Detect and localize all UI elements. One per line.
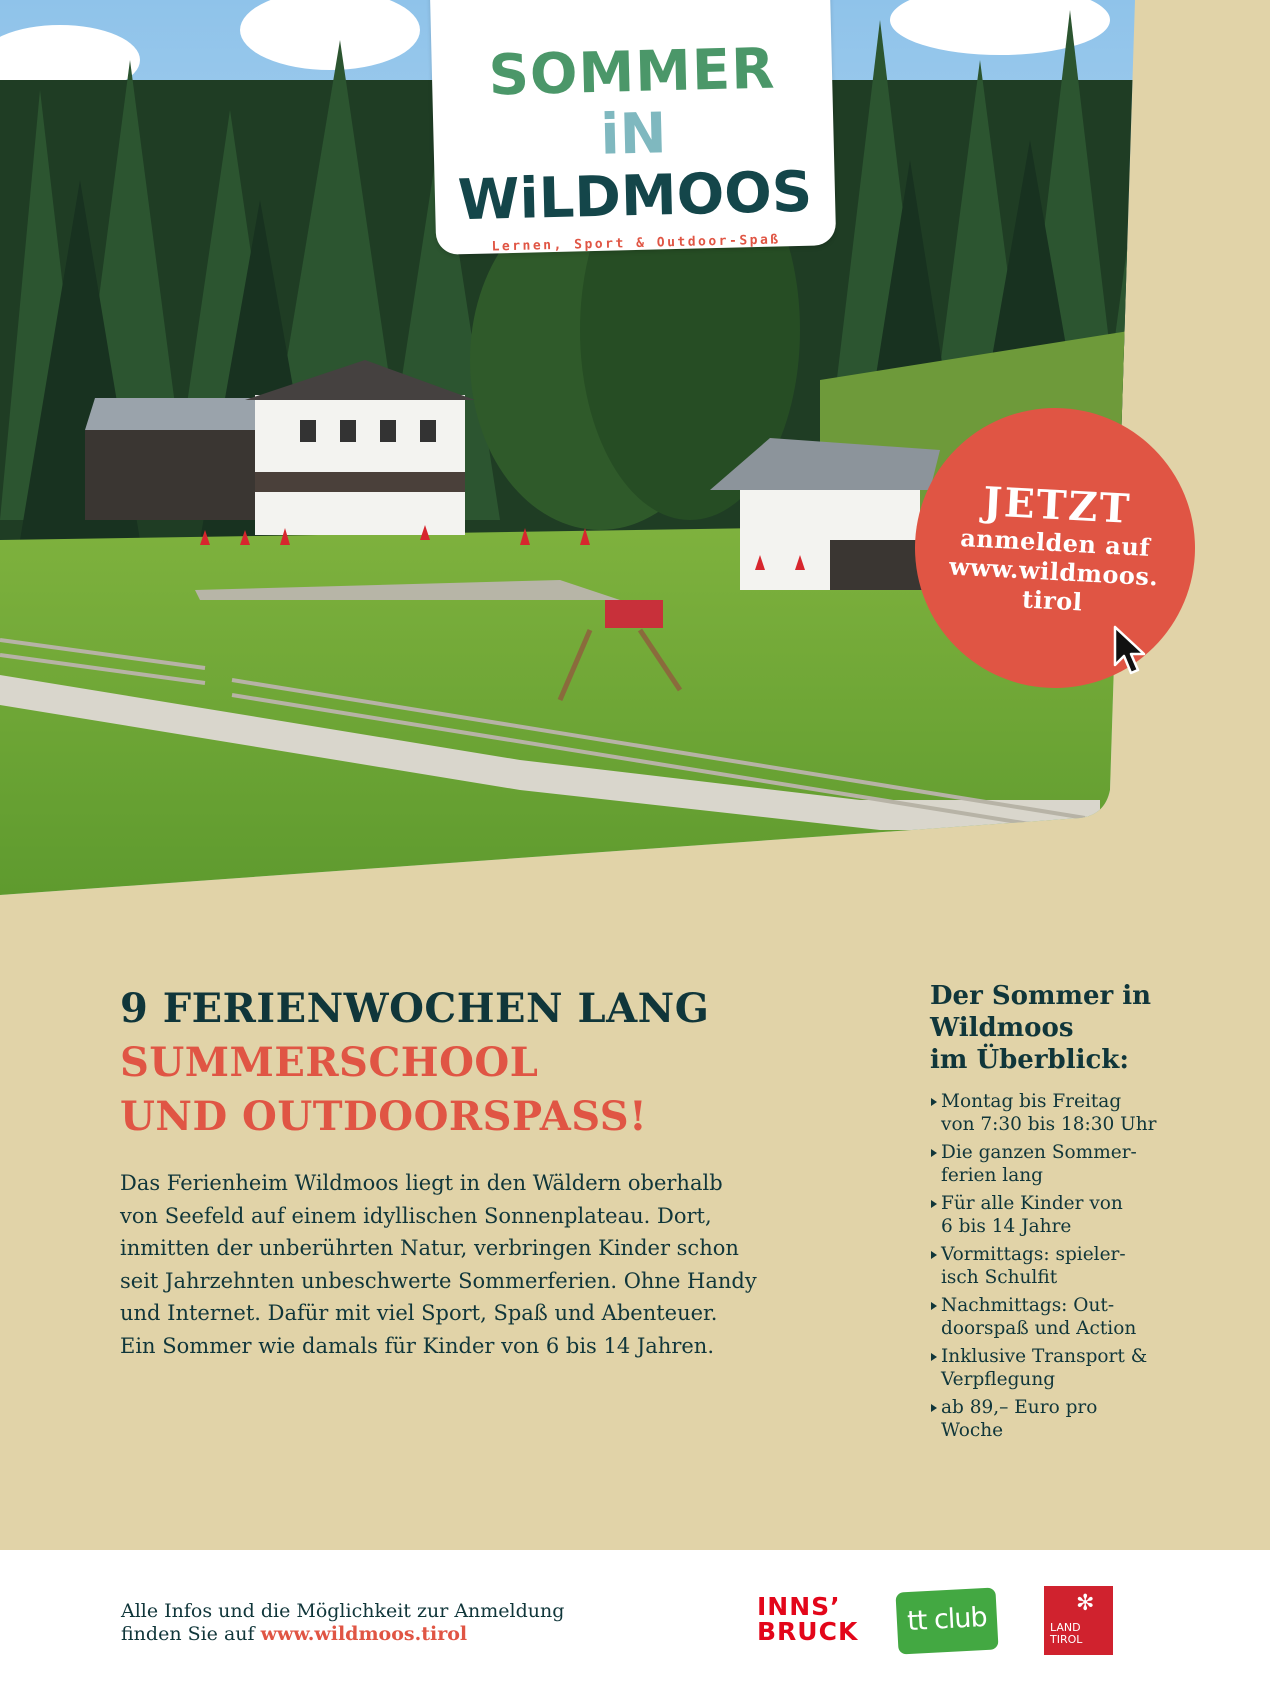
sidebar-title-line: Der Sommer in	[930, 981, 1152, 1011]
footer-line1: Alle Infos und die Möglichkeit zur Anmeldung	[121, 1600, 565, 1622]
list-item: Die ganzen Sommer- ferien lang	[930, 1141, 1230, 1187]
body-paragraph	[120, 1167, 800, 1362]
headline	[120, 982, 880, 1144]
overview-list	[930, 1090, 1230, 1442]
sidebar-title-line: im Überblick:	[930, 1045, 1129, 1075]
list-item: ab 89,– Euro pro Woche	[930, 1396, 1230, 1442]
logo-wildmoos: WiLDMOOS	[457, 159, 813, 234]
overview-sidebar	[930, 980, 1230, 1447]
mouse-pointer-icon	[1112, 625, 1148, 677]
footer-line2: finden Sie auf www.wildmoos.tirol	[121, 1623, 468, 1645]
badge-jetzt: JETZT	[982, 478, 1133, 533]
list-item: Vormittags: spieler- isch Schulfit	[930, 1243, 1230, 1289]
headline-line1: 9 FERIENWOCHEN LANG	[120, 985, 710, 1032]
tt-club-logo: tt club	[895, 1587, 998, 1654]
logo-title-sommer: SOMMER	[487, 36, 777, 109]
sidebar-title-line: Wildmoos	[930, 1013, 1074, 1043]
list-item: Montag bis Freitag von 7:30 bis 18:30 Uhr	[930, 1090, 1230, 1136]
sidebar-title	[930, 980, 1230, 1076]
innsbruck-logo: INNS’ BRUCK	[757, 1592, 859, 1646]
list-item: Nachmittags: Out- doorspaß und Action	[930, 1294, 1230, 1340]
land-tirol-logo: ✻ LAND TIROL	[1044, 1586, 1113, 1655]
body-line: von Seefeld auf einem idyllischen Sonnenplateau. Dort,	[120, 1203, 712, 1228]
list-item: Für alle Kinder von 6 bis 14 Jahre	[930, 1192, 1230, 1238]
badge-line3: tirol	[1021, 584, 1084, 617]
footer-info	[121, 1600, 564, 1646]
list-item: Inklusive Transport & Verpflegung	[930, 1345, 1230, 1391]
badge-line2: www.wildmoos.	[948, 551, 1160, 592]
website-link[interactable]: www.wildmoos.tirol	[260, 1623, 468, 1645]
sommer-in-wildmoos-logo	[430, 0, 836, 255]
body-line: inmitten der unberührten Natur, verbringen Kinder schon	[120, 1236, 739, 1260]
logo-tagline: Lernen, Sport & Outdoor-Spaß	[491, 232, 781, 255]
body-line: Das Ferienheim Wildmoos liegt in den Wäldern oberhalb	[120, 1171, 723, 1195]
headline-line2: SUMMERSCHOOL	[120, 1039, 539, 1086]
body-line: und Internet. Dafür mit viel Sport, Spaß und Abenteuer.	[120, 1301, 718, 1325]
headline-line3: UND OUTDOORSPASS!	[120, 1093, 648, 1140]
body-line: Ein Sommer wie damals für Kinder von 6 bis 14 Jahren.	[120, 1333, 715, 1358]
badge-line1: anmelden auf	[959, 523, 1151, 562]
body-line: seit Jahrzehnten unbeschwerte Sommerferien. Ohne Handy	[120, 1268, 757, 1293]
logo-in: iN	[599, 101, 668, 168]
logo-title-wildmoos	[433, 99, 836, 233]
footer	[0, 1550, 1270, 1689]
eagle-icon: ✻	[1076, 1591, 1095, 1616]
